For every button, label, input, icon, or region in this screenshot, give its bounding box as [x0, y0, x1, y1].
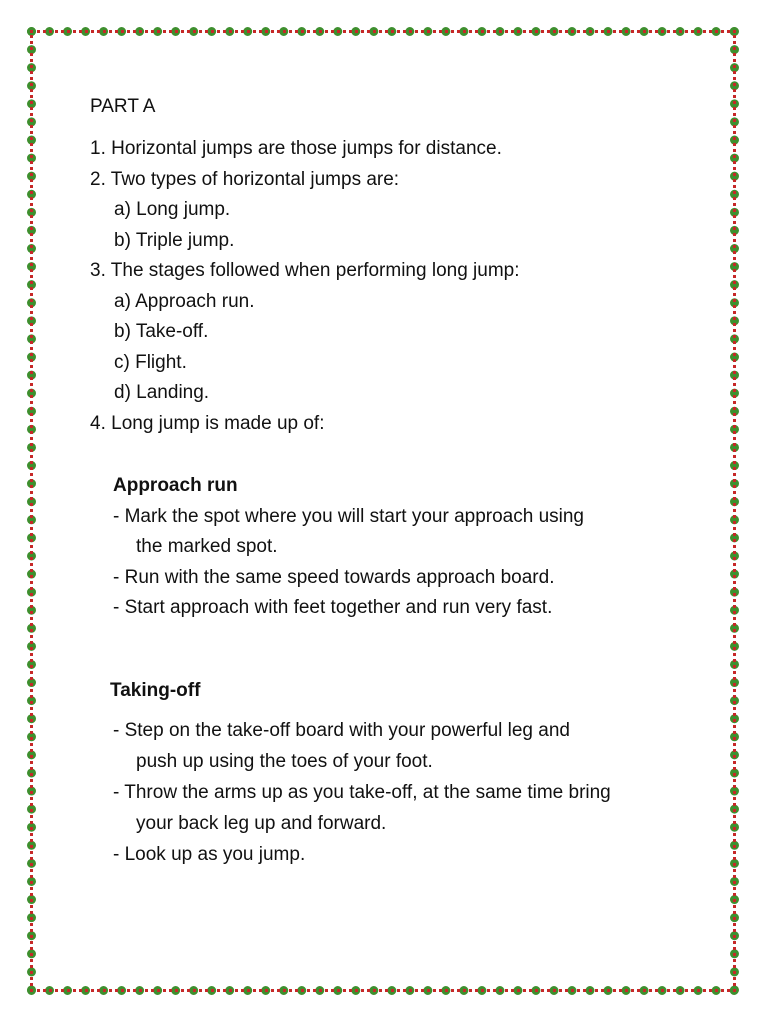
bullet-item: - Look up as you jump.: [113, 844, 306, 865]
list-item: 2. Two types of horizontal jumps are:: [90, 169, 400, 190]
list-subitem: d) Landing.: [114, 382, 210, 403]
list-item: 4. Long jump is made up of:: [90, 413, 325, 434]
bullet-continuation: the marked spot.: [136, 536, 278, 557]
bullet-item: - Throw the arms up as you take-off, at the same time bring: [113, 782, 611, 803]
bullet-continuation: your back leg up and forward.: [136, 813, 387, 834]
list-item: 1. Horizontal jumps are those jumps for distance.: [90, 138, 502, 159]
bullet-item: - Step on the take-off board with your powerful leg and: [113, 720, 570, 741]
bullet-item: - Start approach with feet together and run very fast.: [113, 597, 553, 618]
bullet-item: - Mark the spot where you will start your approach using: [113, 506, 584, 527]
bullet-item: - Run with the same speed towards approach board.: [113, 567, 555, 588]
bullet-continuation: push up using the toes of your foot.: [136, 751, 433, 772]
section-heading-approach-run: Approach run: [113, 475, 238, 496]
list-subitem: c) Flight.: [114, 352, 187, 373]
list-subitem: b) Take-off.: [114, 321, 209, 342]
section-heading-taking-off: Taking-off: [110, 680, 201, 701]
list-item: 3. The stages followed when performing long jump:: [90, 260, 520, 281]
list-subitem: b) Triple jump.: [114, 230, 235, 251]
list-subitem: a) Approach run.: [114, 291, 255, 312]
page-title: PART A: [90, 96, 156, 117]
list-subitem: a) Long jump.: [114, 199, 231, 220]
